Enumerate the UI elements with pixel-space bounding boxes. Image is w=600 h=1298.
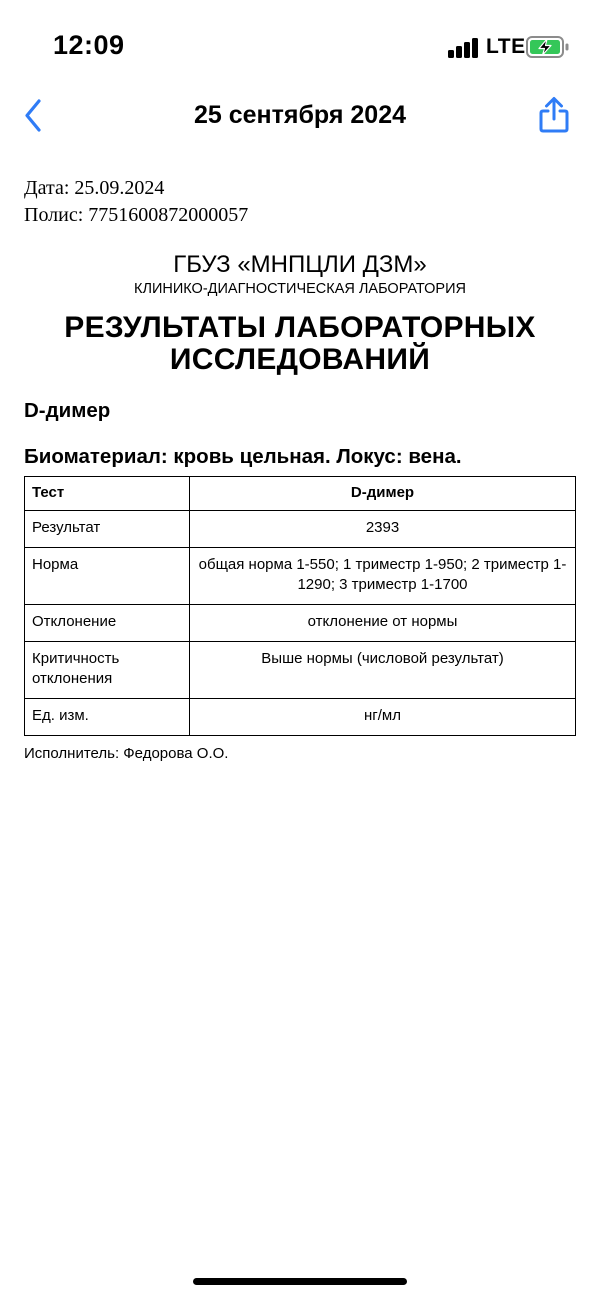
header-label-cell: Тест [25, 477, 190, 511]
navigation-bar [0, 96, 600, 140]
row-label-norm: Норма [25, 548, 190, 605]
report-title: РЕЗУЛЬТАТЫ ЛАБОРАТОРНЫХ ИССЛЕДОВАНИЙ [64, 311, 536, 376]
row-label-deviation: Отклонение [25, 605, 190, 642]
results-table [24, 476, 576, 736]
organization-subtitle: КЛИНИКО-ДИАГНОСТИЧЕСКАЯ ЛАБОРАТОРИЯ [134, 281, 466, 297]
row-label-units: Ед. изм. [25, 699, 190, 736]
row-value-result: 2393 [190, 511, 576, 548]
table-row [25, 511, 576, 548]
table-header-row [25, 477, 576, 511]
header-value-cell: D-димер [190, 477, 576, 511]
share-icon [536, 96, 572, 134]
table-row [25, 548, 576, 605]
row-value-deviation: отклонение от нормы [190, 605, 576, 642]
row-label-criticality: Критичность отклонения [25, 642, 190, 699]
battery-charging-icon [526, 36, 570, 58]
executor-line: Исполнитель: Федорова О.О. [24, 745, 229, 762]
cellular-signal-icon [448, 38, 480, 58]
row-value-norm: общая норма 1-550; 1 триместр 1-950; 2 триместр 1-1290; 3 триместр 1-1700 [190, 548, 576, 605]
table-row [25, 699, 576, 736]
share-button[interactable] [536, 96, 572, 134]
row-value-units: нг/мл [190, 699, 576, 736]
test-name: D-димер [24, 399, 111, 422]
nav-title: 25 сентября 2024 [193, 101, 407, 129]
table-row [25, 605, 576, 642]
status-time: 12:09 [53, 30, 125, 60]
policy-number: Полис: 7751600872000057 [24, 204, 249, 226]
row-value-criticality: Выше нормы (числовой результат) [190, 642, 576, 699]
row-label-result: Результат [25, 511, 190, 548]
organization-name: ГБУЗ «МНПЦЛИ ДЗМ» [173, 251, 427, 278]
report-date: Дата: 25.09.2024 [24, 177, 165, 199]
status-bar [0, 0, 600, 96]
table-row [25, 642, 576, 699]
lab-report-document [24, 175, 576, 762]
biomaterial-line: Биоматериал: кровь цельная. Локус: вена. [24, 445, 462, 468]
network-type: LTE [486, 35, 526, 58]
home-indicator[interactable] [193, 1278, 407, 1285]
